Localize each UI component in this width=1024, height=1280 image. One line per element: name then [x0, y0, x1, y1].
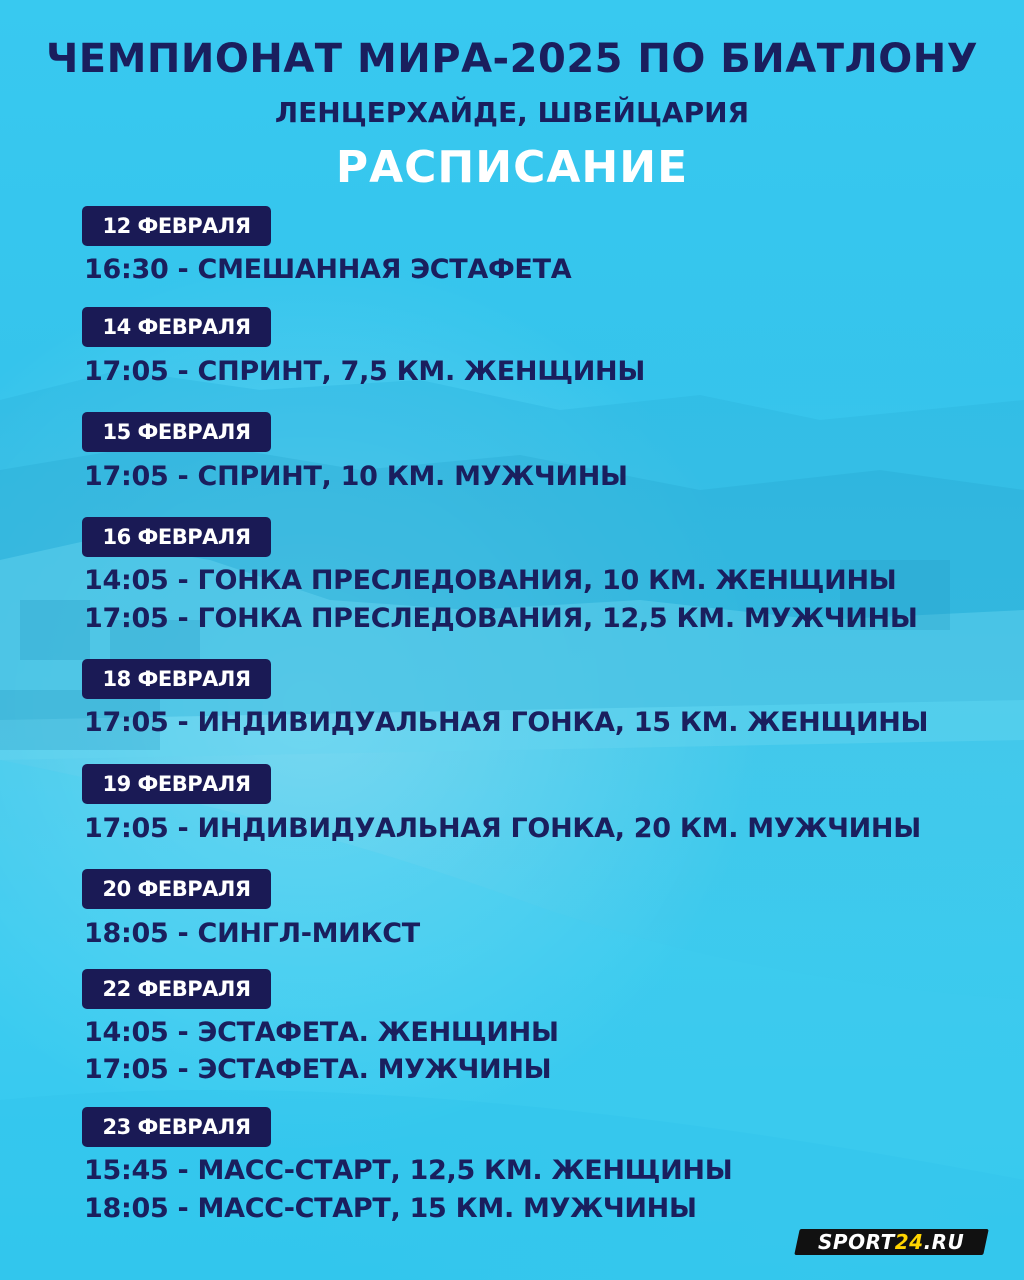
- event-line: 17:05 - СПРИНТ, 7,5 КМ. ЖЕНЩИНЫ: [84, 356, 645, 387]
- page-title: ЧЕМПИОНАТ МИРА-2025 ПО БИАТЛОНУ: [45, 36, 979, 82]
- event-line: 17:05 - ГОНКА ПРЕСЛЕДОВАНИЯ, 12,5 КМ. МУЖЧИНЫ: [84, 603, 918, 634]
- date-badge: 22 ФЕВРАЛЯ: [82, 969, 271, 1009]
- logo-text-main: SPORT: [818, 1230, 896, 1254]
- date-badge: 19 ФЕВРАЛЯ: [82, 764, 271, 804]
- event-line: 16:30 - СМЕШАННАЯ ЭСТАФЕТА: [84, 254, 572, 285]
- date-badge: 15 ФЕВРАЛЯ: [82, 412, 271, 452]
- schedule-heading: РАСПИСАНИЕ: [335, 142, 689, 193]
- date-badge: 20 ФЕВРАЛЯ: [82, 869, 271, 909]
- date-badge: 23 ФЕВРАЛЯ: [82, 1107, 271, 1147]
- logo-text-suffix: .RU: [923, 1230, 965, 1254]
- location-subtitle: ЛЕНЦЕРХАЙДЕ, ШВЕЙЦАРИЯ: [274, 96, 750, 129]
- sport24-logo: [794, 1229, 989, 1255]
- event-line: 18:05 - СИНГЛ-МИКСТ: [84, 918, 420, 949]
- date-badge: 12 ФЕВРАЛЯ: [82, 206, 271, 246]
- event-line: 14:05 - ГОНКА ПРЕСЛЕДОВАНИЯ, 10 КМ. ЖЕНЩИНЫ: [84, 565, 897, 596]
- date-badge: 14 ФЕВРАЛЯ: [82, 307, 271, 347]
- event-line: 17:05 - ИНДИВИДУАЛЬНАЯ ГОНКА, 20 КМ. МУЖЧИНЫ: [84, 813, 921, 844]
- logo-text-accent: 24: [895, 1230, 924, 1254]
- event-line: 17:05 - ЭСТАФЕТА. МУЖЧИНЫ: [84, 1054, 552, 1085]
- event-line: 15:45 - МАСС-СТАРТ, 12,5 КМ. ЖЕНЩИНЫ: [84, 1155, 733, 1186]
- date-badge: 18 ФЕВРАЛЯ: [82, 659, 271, 699]
- event-line: 18:05 - МАСС-СТАРТ, 15 КМ. МУЖЧИНЫ: [84, 1193, 697, 1224]
- event-line: 17:05 - ИНДИВИДУАЛЬНАЯ ГОНКА, 15 КМ. ЖЕНЩИНЫ: [84, 707, 929, 738]
- date-badge: 16 ФЕВРАЛЯ: [82, 517, 271, 557]
- event-line: 17:05 - СПРИНТ, 10 КМ. МУЖЧИНЫ: [84, 461, 628, 492]
- event-line: 14:05 - ЭСТАФЕТА. ЖЕНЩИНЫ: [84, 1017, 559, 1048]
